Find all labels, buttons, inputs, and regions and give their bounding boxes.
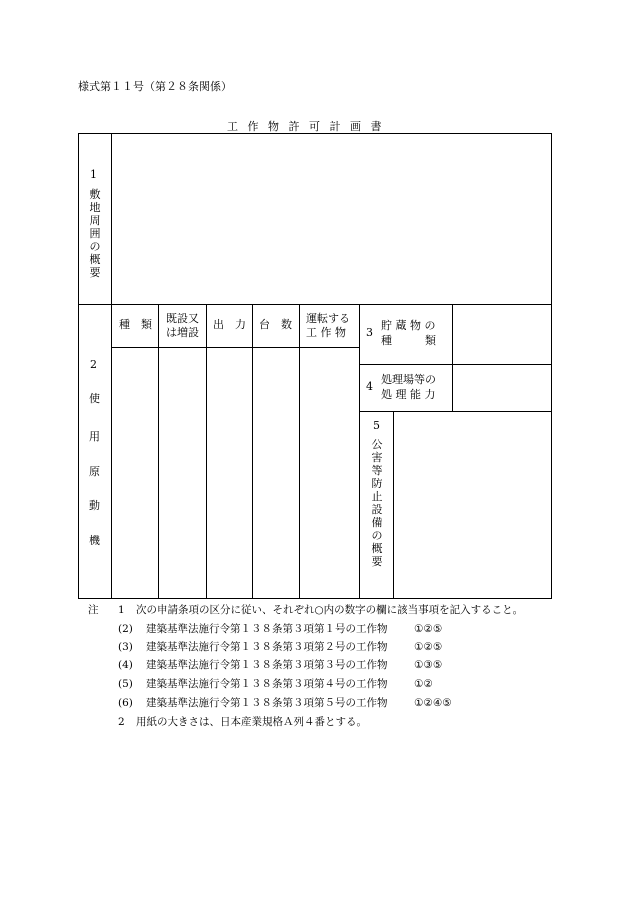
column-existing-line1: 既設又	[166, 312, 199, 325]
section4-label-line2: 処 理 能 力	[381, 388, 436, 401]
section3-label-divider	[452, 304, 453, 411]
column-existing-line2: は増設	[166, 326, 199, 339]
section4-number: 4	[366, 380, 373, 393]
col-divider-3	[252, 304, 253, 599]
note-sub-text: 建築基準法施行令第１３８条第３項第２号の工作物	[146, 641, 388, 653]
section2-label-char: 機	[89, 534, 100, 547]
note-sub-text: 建築基準法施行令第１３８条第３項第５号の工作物	[146, 697, 388, 709]
section2-label-char: 用	[89, 430, 100, 443]
section3-4-divider	[359, 364, 551, 365]
column-header-line	[111, 347, 359, 348]
note-sub-text: 建築基準法施行令第１３８条第３項第３号の工作物	[146, 659, 388, 671]
col-divider-2	[206, 304, 207, 599]
left-column-divider	[111, 134, 112, 599]
note-sub-mark: ①②	[414, 678, 433, 690]
note2-text: 用紙の大きさは、日本産業規格Ａ列４番とする。	[136, 716, 367, 728]
section5-label: 公害等防止設備の概要	[371, 438, 383, 568]
col-divider-4	[299, 304, 300, 599]
permit-plan-table	[78, 133, 552, 599]
section1-bottom-line	[79, 304, 551, 305]
note-sub-number: (5)	[118, 678, 133, 690]
column-output: 出 力	[213, 318, 246, 331]
section3-label-line2: 種 類	[381, 334, 436, 347]
col-divider-1	[158, 304, 159, 599]
note-sub-text: 建築基準法施行令第１３８条第３項第１号の工作物	[146, 623, 388, 635]
section3-number: 3	[366, 326, 373, 339]
section5-label-divider	[393, 411, 394, 599]
section1-label: 敷地周囲の概要	[89, 188, 101, 279]
notes-prefix: 注	[88, 604, 99, 616]
column-operated-line2: 工 作 物	[306, 326, 346, 339]
note-sub-text: 建築基準法施行令第１３８条第３項第４号の工作物	[146, 678, 388, 690]
section2-number: 2	[90, 358, 97, 371]
note1-text: 次の申請条項の区分に従い、それぞれ○内の数字の欄に該当事項を記入すること。	[136, 604, 524, 616]
section4-label-line1: 処理場等の	[381, 373, 436, 386]
note2-number: 2	[118, 716, 125, 728]
column-operated-line1: 運転する	[306, 312, 350, 325]
note-sub-mark: ①②④⑤	[414, 697, 452, 709]
note-sub-number: (3)	[118, 641, 133, 653]
form-number: 様式第１１号（第２８条関係）	[78, 80, 232, 93]
col-divider-5	[359, 304, 360, 599]
section1-number: 1	[90, 168, 97, 181]
note-sub-number: (6)	[118, 697, 133, 709]
note1-number: 1	[118, 604, 125, 616]
note-sub-mark: ①②⑤	[414, 641, 443, 653]
section2-label-char: 原	[89, 465, 100, 478]
column-count: 台 数	[259, 318, 292, 331]
section4-5-divider	[359, 411, 551, 412]
section5-number: 5	[373, 419, 380, 432]
note-sub-mark: ①②⑤	[414, 623, 443, 635]
note-sub-mark: ①③⑤	[414, 659, 443, 671]
note-sub-number: (2)	[118, 623, 133, 635]
page-title: 工 作 物 許 可 計 画 書	[227, 120, 385, 133]
note-sub-number: (4)	[118, 659, 133, 671]
section3-label-line1: 貯 蔵 物 の	[381, 319, 436, 332]
section2-label-char: 使	[89, 392, 100, 405]
column-type: 種 類	[119, 318, 152, 331]
section2-label-char: 動	[89, 499, 100, 512]
